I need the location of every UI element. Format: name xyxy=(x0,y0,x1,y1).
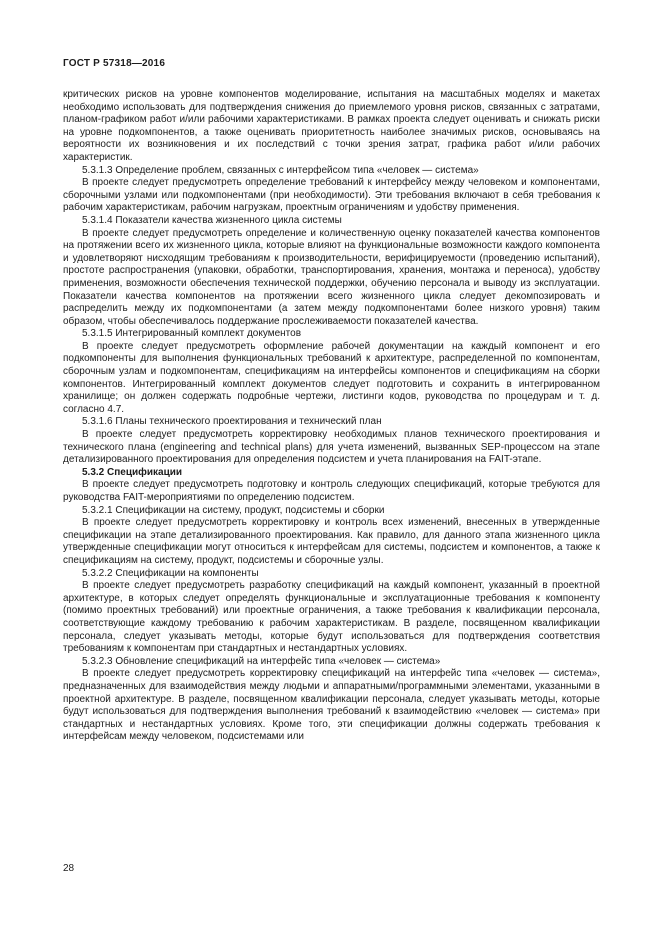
paragraph: В проекте следует предусмотреть разработку спецификаций на каждый компонент, указанный в проектной архитектуре, в которых следует определять функциональные и эксплуатационные требования к компоненту (помимо проектных требований) или проектные ограничения, а также требования к квалификации персонала, соответствующие каждому требованию к рабочим характеристикам. В разделе, посвященном квалификации персонала, следует указывать методы, которые будут использоваться для подтверждения соответствия требованиям к компонентам при стандартных и нестандартных условиях. xyxy=(63,580,600,655)
page-number: 28 xyxy=(63,863,75,874)
section-heading: 5.3.1.3 Определение проблем, связанных с интерфейсом типа «человек — система» xyxy=(82,164,479,176)
section-heading: 5.3.1.4 Показатели качества жизненного цикла системы xyxy=(82,214,342,226)
paragraph: В проекте следует предусмотреть определение и количественную оценку показателей качества компонентов на протяжении всего их жизненного цикла, которые влияют на функциональные возможности каждого компонента и удовлетворяют нисходящим требованиям к производительности, верифицируемости (проведению испытаний), простоте распространения (упаковки, обработки, транспортирования, хранения, монтажа и переноса), удобству применения, возможности обеспечения технической поддержки, обучению персонала и выводу из эксплуатации. Показатели качества компонентов на протяжении всего жизненного цикла следует декомпозировать и распределить между их подкомпонентами (а затем между подкомпонентами более низкого уровня) таким образом, чтобы обеспечивалось поддержание прослеживаемости показателей качества. xyxy=(63,227,600,327)
section-heading: 5.3.1.6 Планы технического проектирования и технический план xyxy=(82,416,382,428)
document-header: ГОСТ Р 57318—2016 xyxy=(63,58,166,69)
paragraph: В проекте следует предусмотреть корректировку спецификаций на интерфейс типа «человек — система», предназначенных для взаимодействия между людьми и аппаратными/программными элементами, указанными в проектной архитектуре. В разделе, посвященном квалификации персонала, следует указывать методы, которые будут использоваться для подтверждения выполнения требований к взаимодействию «человек — система» при стандартных и нестандартных условиях. Кроме того, эти спецификации должны содержать требования к интерфейсам между человеком, подсистемами или xyxy=(63,668,600,743)
section-heading: 5.3.2.1 Спецификации на систему, продукт, подсистемы и сборки xyxy=(82,504,385,516)
paragraph: В проекте следует предусмотреть корректировку необходимых планов технического проектирования и технического плана (engineering and technical plans) для учета изменений, вызванных SEP-процессом на этапе детализированного проектирования для определения подсистем и учета планирования на FAIT-этапе. xyxy=(63,429,600,466)
document-body xyxy=(63,89,600,744)
section-heading: 5.3.2 Спецификации xyxy=(82,466,183,478)
section-heading: 5.3.1.5 Интегрированный комплект документов xyxy=(82,328,302,340)
paragraph: В проекте следует предусмотреть определение требований к интерфейсу между человеком и компонентами, сборочными узлами или подкомпонентами (при необходимости). Эти требования включают в себя требования к рабочим характеристикам, рабочим нагрузкам, проектным ограничениям и удобству применения. xyxy=(63,177,600,214)
paragraph: В проекте следует предусмотреть оформление рабочей документации на каждый компонент и его подкомпоненты для выполнения функциональных требований к архитектуре, распределенной по компонентам, сборочным узлам и подкомпонентам, спецификациям на интерфейсы компонентов и спецификациям на сборки компонентов. Интегрированный комплект документов следует подготовить и сохранить в интегрированном хранилище; он должен содержать подробные чертежи, листинги кодов, руководства по процедурам и т. д. согласно 4.7. xyxy=(63,340,600,415)
paragraph: критических рисков на уровне компонентов моделирование, испытания на масштабных моделях и макетах необходимо использовать для подтверждения снижения до приемлемого уровня рисков, связанных с затратами, планом-графиком работ и/или рабочими характеристиками. В рамках проекта следует оценивать и снижать риски на уровне подкомпонентов, а также оценивать приоритетность наиболее значимых рисков, основываясь на вероятности их возникновения и их последствий с точки зрения затрат, графика работ и/или рабочих характеристик. xyxy=(63,89,600,163)
paragraph: В проекте следует предусмотреть подготовку и контроль следующих спецификаций, которые требуются для руководства FAIT-мероприятиями по определению подсистем. xyxy=(63,479,600,503)
section-heading: 5.3.2.2 Спецификации на компоненты xyxy=(82,567,259,579)
section-heading: 5.3.2.3 Обновление спецификаций на интерфейс типа «человек — система» xyxy=(82,655,441,667)
paragraph: В проекте следует предусмотреть корректировку и контроль всех изменений, внесенных в утвержденные спецификации на этапе детализированного проектирования. Как правило, для данного этапа жизненного цикла утвержденные спецификации могут относиться к интерфейсам для системы, подсистем и компонентов, а также к спецификациям на систему, продукт, подсистемы и сборочные узлы. xyxy=(63,517,600,566)
